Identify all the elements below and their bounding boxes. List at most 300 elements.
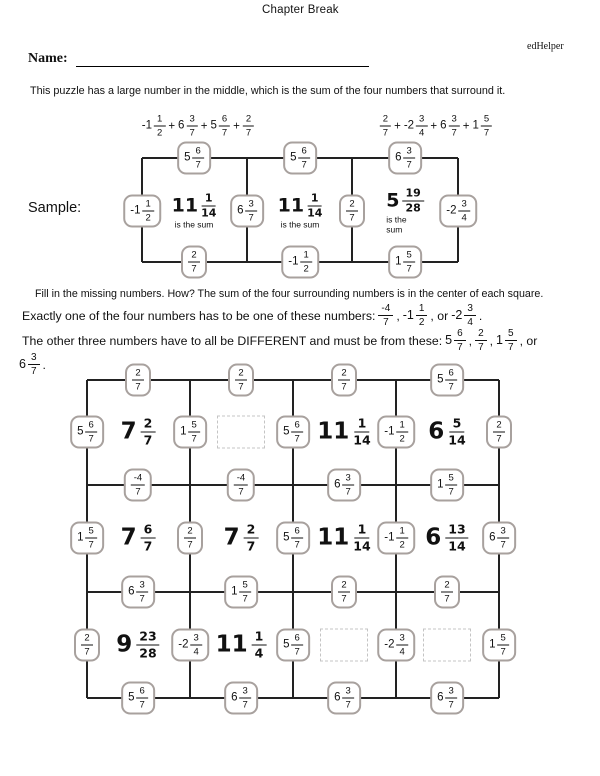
whole-number: 5 — [128, 691, 135, 704]
whole-number: 6 — [231, 691, 238, 704]
sum-value — [317, 415, 371, 447]
fraction-denominator: 7 — [88, 539, 94, 550]
fraction-numerator: 5 — [505, 329, 517, 342]
fraction — [378, 304, 393, 328]
fraction-denominator: 7 — [238, 381, 244, 392]
whole-number: 7 — [223, 524, 240, 551]
whole-number: 6 — [428, 418, 445, 445]
mixed-number — [290, 147, 310, 170]
text-token: Exactly one of the four numbers has to be one of these numbers: — [22, 308, 376, 323]
whole-number: 6 — [437, 691, 444, 704]
mixed-number — [128, 581, 148, 604]
fraction-numerator: 2 — [141, 418, 156, 433]
mixed-number — [19, 353, 40, 377]
mixed-number — [334, 474, 354, 497]
mixed-number — [77, 527, 97, 550]
fraction-numerator: 6 — [193, 147, 204, 159]
whole-number: 6 — [425, 524, 442, 551]
fraction-denominator: 7 — [242, 699, 248, 710]
number-box — [388, 142, 422, 175]
number-box — [177, 522, 203, 555]
number-box — [125, 364, 151, 397]
fraction — [448, 115, 459, 138]
sum-value — [215, 628, 267, 660]
fraction — [404, 251, 415, 274]
instruction-line-2 — [19, 302, 485, 329]
fraction — [86, 421, 97, 444]
whole-number: -1 — [141, 119, 153, 132]
mixed-number — [428, 415, 466, 447]
mixed-number — [334, 687, 354, 710]
fraction-numerator: 3 — [446, 687, 457, 699]
number-box — [276, 522, 310, 555]
mixed-number — [283, 527, 303, 550]
fraction — [235, 369, 246, 392]
whole-number: 5 — [283, 638, 290, 651]
mixed-number — [437, 369, 457, 392]
number-box — [434, 576, 460, 609]
whole-number: 5 — [77, 425, 84, 438]
mixed-number — [386, 188, 424, 214]
fraction-denominator: 7 — [448, 486, 454, 497]
sum-value — [386, 188, 424, 235]
number-box — [430, 364, 464, 397]
fraction — [189, 421, 200, 444]
sample-equation-2 — [380, 115, 492, 138]
fraction-denominator: 7 — [143, 432, 153, 447]
mixed-number — [437, 687, 457, 710]
whole-number: 1 — [77, 531, 84, 544]
number-box — [327, 469, 361, 502]
mixed-number — [172, 193, 217, 219]
fraction-denominator: 2 — [399, 433, 405, 444]
fraction — [244, 521, 259, 553]
text-token: + — [168, 120, 176, 132]
fraction-denominator: 14 — [353, 432, 371, 447]
number-box — [124, 469, 152, 502]
fraction — [396, 634, 407, 657]
whole-number: 6 — [128, 585, 135, 598]
fraction-denominator: 7 — [135, 381, 141, 392]
whole-number: -2 — [384, 638, 395, 651]
fraction-denominator: 7 — [143, 538, 153, 553]
fraction-numerator: 3 — [458, 200, 469, 212]
fraction-numerator: 3 — [396, 634, 407, 646]
mixed-number — [132, 369, 143, 392]
text-token: , — [468, 333, 473, 348]
fraction-denominator: 7 — [294, 433, 300, 444]
fraction-numerator: 5 — [446, 474, 457, 486]
fraction-denominator: 7 — [448, 699, 454, 710]
fraction-denominator: 7 — [478, 341, 484, 353]
fraction — [445, 521, 468, 553]
fraction — [404, 147, 415, 170]
fraction-denominator: 7 — [406, 159, 412, 170]
fraction-denominator: 7 — [245, 127, 252, 138]
sample-label: Sample: — [28, 200, 82, 216]
mixed-number — [178, 115, 198, 138]
fraction-numerator: 3 — [343, 687, 354, 699]
fraction-denominator: 2 — [418, 316, 425, 328]
fraction — [446, 369, 457, 392]
instruction-line-3 — [19, 327, 540, 354]
fraction-numerator: 3 — [498, 527, 509, 539]
whole-number: 5 — [290, 151, 297, 164]
sum-value — [425, 521, 468, 553]
name-label: Name: — [28, 51, 68, 66]
fraction-numerator: 19 — [402, 188, 423, 202]
fraction-numerator: 2 — [493, 421, 504, 433]
whole-number: 7 — [120, 524, 137, 551]
number-box — [123, 195, 161, 228]
fraction-numerator: 3 — [28, 353, 40, 366]
fraction-denominator: 7 — [382, 127, 389, 138]
text-token: . — [42, 357, 46, 372]
number-box — [276, 629, 310, 662]
fraction — [416, 115, 427, 138]
mixed-number — [142, 115, 166, 138]
whole-number: -1 — [288, 255, 299, 268]
fraction-numerator: 2 — [243, 115, 254, 127]
fraction-denominator: 7 — [500, 646, 506, 657]
fraction — [446, 474, 457, 497]
fraction-numerator: 5 — [86, 527, 97, 539]
fraction-numerator: 2 — [132, 369, 143, 381]
fraction-numerator: 6 — [137, 687, 148, 699]
instruction-line-1: Fill in the missing numbers. How? The sum of the four surrounding numbers is in the center of each square. — [35, 288, 544, 300]
fraction-denominator: 7 — [345, 699, 351, 710]
mixed-number — [120, 521, 156, 553]
sum-value — [172, 193, 217, 230]
fraction-numerator: 3 — [137, 581, 148, 593]
whole-number: 6 — [237, 204, 244, 217]
fraction-denominator: 7 — [238, 486, 244, 497]
fraction-denominator: 7 — [195, 159, 201, 170]
fraction-numerator: 2 — [235, 369, 246, 381]
mixed-number — [437, 474, 457, 497]
fraction-denominator: 2 — [303, 263, 309, 274]
fraction-numerator: 5 — [189, 421, 200, 433]
mixed-number — [445, 329, 466, 353]
whole-number: 1 — [395, 255, 402, 268]
fraction — [353, 521, 371, 553]
text-token: , — [396, 308, 400, 323]
fraction-denominator: 4 — [461, 212, 467, 223]
fraction-numerator: 3 — [416, 115, 427, 127]
page-title: Chapter Break — [262, 4, 339, 16]
fraction-denominator: 7 — [294, 646, 300, 657]
mixed-number — [278, 193, 323, 219]
mixed-number — [180, 421, 200, 444]
fraction-numerator: 1 — [416, 304, 428, 317]
number-box — [377, 629, 415, 662]
fraction — [343, 687, 354, 710]
fraction-denominator: 7 — [88, 433, 94, 444]
number-box — [486, 416, 512, 449]
mixed-number — [472, 115, 492, 138]
fraction — [402, 188, 423, 214]
mixed-number — [128, 687, 148, 710]
mixed-number — [283, 634, 303, 657]
fraction-numerator: 5 — [450, 418, 465, 433]
text-token: , or — [519, 333, 538, 348]
fraction — [338, 369, 349, 392]
fraction — [193, 147, 204, 170]
fraction — [338, 581, 349, 604]
fraction-denominator: 7 — [500, 539, 506, 550]
fraction-denominator: 7 — [84, 646, 90, 657]
fraction-numerator: 2 — [380, 115, 391, 127]
mixed-number — [496, 329, 517, 353]
number-box — [377, 416, 415, 449]
fraction-numerator: 2 — [244, 524, 259, 539]
fraction-denominator: 7 — [242, 593, 248, 604]
fraction — [292, 421, 303, 444]
fraction-denominator: 7 — [294, 539, 300, 550]
whole-number: -1 — [384, 531, 395, 544]
fraction-denominator: 14 — [448, 538, 466, 553]
number-box — [276, 416, 310, 449]
number-box — [439, 195, 477, 228]
sum-value — [278, 193, 323, 230]
number-box — [331, 364, 357, 397]
fraction — [292, 634, 303, 657]
fraction-numerator: 1 — [308, 193, 322, 207]
number-box — [339, 195, 365, 228]
fraction-numerator: 1 — [154, 115, 165, 127]
fraction — [219, 115, 230, 138]
fraction-denominator: 4 — [254, 645, 264, 660]
sum-value — [428, 415, 466, 447]
fraction-numerator: 6 — [86, 421, 97, 433]
fraction-denominator: 7 — [508, 341, 514, 353]
whole-number: 1 — [437, 478, 444, 491]
fraction-denominator: 14 — [353, 538, 371, 553]
fraction — [201, 193, 216, 219]
fraction-denominator: 4 — [467, 316, 473, 328]
mixed-number — [188, 251, 199, 274]
blank-answer-box — [320, 629, 368, 662]
mixed-number — [489, 527, 509, 550]
fraction — [343, 474, 354, 497]
fraction — [448, 415, 466, 447]
fraction-numerator: 1 — [252, 631, 267, 646]
whole-number: 6 — [19, 357, 26, 372]
whole-number: 9 — [116, 631, 133, 658]
mixed-number — [223, 521, 259, 553]
fraction-denominator: 14 — [307, 206, 323, 220]
fraction — [307, 193, 322, 219]
number-box — [171, 629, 209, 662]
fraction-denominator: 7 — [191, 263, 197, 274]
whole-number: 11 — [317, 524, 350, 551]
whole-number: 5 — [210, 119, 217, 132]
mixed-number — [395, 147, 415, 170]
fraction-numerator: 3 — [448, 115, 459, 127]
mixed-number — [184, 147, 204, 170]
fraction-denominator: 14 — [448, 432, 466, 447]
number-box — [230, 195, 264, 228]
fraction-denominator: 7 — [349, 212, 355, 223]
mixed-number — [77, 421, 97, 444]
fraction-numerator: 5 — [481, 115, 492, 127]
fraction — [131, 474, 145, 497]
fraction-numerator: 1 — [396, 421, 407, 433]
fraction-denominator: 7 — [135, 486, 141, 497]
fraction-numerator: 3 — [404, 147, 415, 159]
mixed-number — [235, 369, 246, 392]
fraction — [505, 329, 517, 353]
fraction-denominator: 7 — [496, 433, 502, 444]
fraction-denominator: 7 — [30, 365, 37, 377]
fraction-denominator: 7 — [383, 316, 389, 328]
whole-number: 11 — [277, 194, 305, 216]
brand-logo: edHelper — [527, 41, 564, 52]
whole-number: 6 — [489, 531, 496, 544]
fraction-numerator: 2 — [346, 200, 357, 212]
fraction-denominator: 7 — [191, 433, 197, 444]
name-fill-line — [76, 53, 369, 67]
fraction — [154, 115, 165, 138]
fraction — [81, 634, 92, 657]
number-box — [224, 576, 258, 609]
sum-value — [223, 521, 259, 553]
fraction-denominator: 4 — [193, 646, 199, 657]
whole-number: 1 — [496, 333, 503, 348]
number-box — [331, 576, 357, 609]
fraction — [240, 687, 251, 710]
mixed-number — [378, 304, 393, 328]
whole-number: 11 — [171, 194, 199, 216]
mixed-number — [243, 115, 254, 138]
whole-number: 5 — [283, 425, 290, 438]
fraction-numerator: 1 — [355, 418, 370, 433]
number-box — [388, 246, 422, 279]
fraction-denominator: 2 — [145, 212, 151, 223]
name-row — [28, 51, 369, 67]
fraction-denominator: 7 — [246, 538, 256, 553]
fraction — [481, 115, 492, 138]
instruction-line-4 — [19, 351, 49, 378]
fraction-numerator: 6 — [219, 115, 230, 127]
fraction — [188, 251, 199, 274]
fraction-denominator: 4 — [419, 127, 425, 138]
mixed-number — [131, 474, 145, 497]
blank-answer-box — [217, 416, 265, 449]
fraction-numerator: 3 — [190, 634, 201, 646]
whole-number: -1 — [384, 425, 395, 438]
mixed-number — [346, 200, 357, 223]
fraction-numerator: 5 — [404, 251, 415, 263]
fraction-numerator: 6 — [292, 421, 303, 433]
fraction — [346, 200, 357, 223]
mixed-number — [446, 200, 470, 223]
number-box — [227, 469, 255, 502]
number-box — [283, 142, 317, 175]
mixed-number — [116, 628, 159, 660]
fraction — [446, 687, 457, 710]
fraction-numerator: -4 — [378, 304, 393, 317]
mixed-number — [231, 581, 251, 604]
fraction — [246, 200, 257, 223]
blank-answer-box — [423, 629, 471, 662]
whole-number: 6 — [395, 151, 402, 164]
fraction-numerator: -4 — [234, 474, 248, 486]
fraction-numerator: 3 — [240, 687, 251, 699]
mixed-number — [384, 634, 408, 657]
whole-number: 5 — [184, 151, 191, 164]
sum-value — [120, 415, 156, 447]
number-box — [482, 522, 516, 555]
fraction — [252, 628, 267, 660]
fraction-numerator: 6 — [446, 369, 457, 381]
whole-number: 6 — [334, 478, 341, 491]
fraction-numerator: 3 — [246, 200, 257, 212]
fraction — [498, 634, 509, 657]
fraction — [141, 521, 156, 553]
whole-number: 6 — [440, 119, 447, 132]
mixed-number — [425, 521, 468, 553]
fraction-denominator: 4 — [399, 646, 405, 657]
number-box — [327, 682, 361, 715]
fraction — [416, 304, 428, 328]
fraction-numerator: 6 — [292, 527, 303, 539]
fraction — [136, 628, 159, 660]
mixed-number — [395, 251, 415, 274]
fraction-numerator: 2 — [475, 329, 487, 342]
fraction — [190, 634, 201, 657]
mixed-number — [130, 200, 154, 223]
whole-number: -1 — [130, 204, 141, 217]
fraction-numerator: 23 — [136, 631, 159, 646]
text-token: . — [478, 308, 483, 323]
fraction — [234, 474, 248, 497]
fraction-denominator: 7 — [248, 212, 254, 223]
text-token: + — [233, 120, 240, 132]
whole-number: -2 — [178, 638, 189, 651]
mixed-number — [283, 421, 303, 444]
text-token: + — [462, 120, 470, 132]
fraction-numerator: 3 — [464, 304, 476, 317]
text-token: + — [430, 120, 438, 132]
mixed-number — [215, 628, 267, 660]
fraction-numerator: 6 — [141, 524, 156, 539]
sum-caption: is the sum — [386, 214, 407, 235]
fraction — [240, 581, 251, 604]
fraction — [300, 251, 311, 274]
fraction-denominator: 7 — [221, 127, 228, 138]
fraction-numerator: 6 — [292, 634, 303, 646]
fraction-numerator: 1 — [142, 200, 153, 212]
fraction-numerator: 3 — [186, 115, 197, 127]
whole-number: 6 — [334, 691, 341, 704]
sum-value — [116, 628, 159, 660]
number-box — [228, 364, 254, 397]
fraction — [498, 527, 509, 550]
number-box — [173, 416, 207, 449]
fraction-numerator: 6 — [454, 329, 466, 342]
whole-number: 1 — [489, 638, 496, 651]
fraction-numerator: 2 — [441, 581, 452, 593]
mixed-number — [403, 304, 428, 328]
fraction-denominator: 7 — [341, 381, 347, 392]
mixed-number — [210, 115, 230, 138]
sum-caption: is the sum — [280, 219, 320, 230]
fraction — [464, 304, 476, 328]
intro-text: This puzzle has a large number in the middle, which is the sum of the four numbers that surround it. — [30, 85, 506, 97]
whole-number: 5 — [445, 333, 453, 348]
fraction-numerator: 1 — [300, 251, 311, 263]
